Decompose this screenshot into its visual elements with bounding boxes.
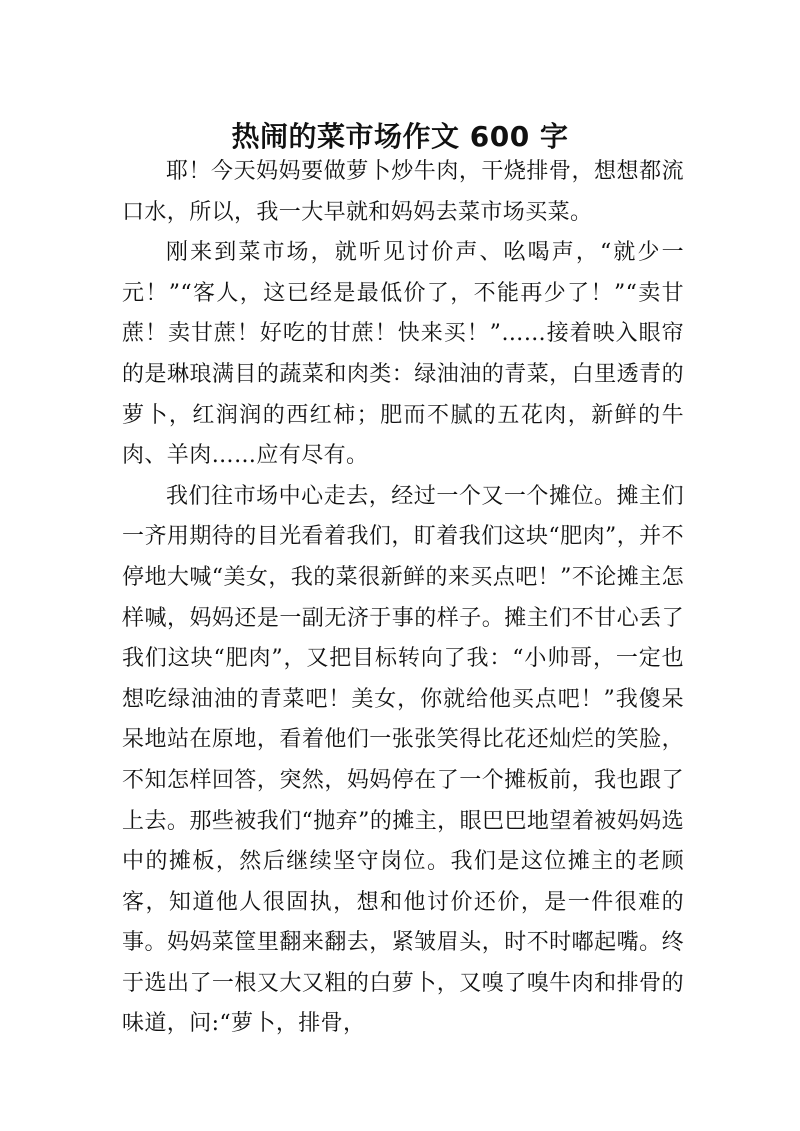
page-title: 热闹的菜市场作文 600 字 — [231, 119, 569, 153]
paragraph-1: 耶！今天妈妈要做萝卜炒牛肉，干烧排骨，想想都流口水，所以，我一大早就和妈妈去菜市场买菜。 — [122, 159, 684, 225]
essay-body — [122, 152, 684, 1045]
paragraph-3: 我们往市场中心走去，经过一个又一个摊位。摊主们一齐用期待的目光看着我们，盯着我们这块“肥肉”，并不停地大喊“美女，我的菜很新鲜的来买点吧！”不论摊主怎样喊，妈妈还是一副无济于事的样子。摊主们不甘心丢了我们这块“肥肉”，又把目标转向了我：“小帅哥，一定也想吃绿油油的青菜吧！美女，你就给他买点吧！”我傻呆呆地站在原地，看着他们一张张笑得比花还灿烂的笑脸，不知怎样回答，突然，妈妈停在了一个摊板前，我也跟了上去。那些被我们“抛弃”的摊主，眼巴巴地望着被妈妈选中的摊板，然后继续坚守岗位。我们是这位摊主的老顾客，知道他人很固执，想和他讨价还价，是一件很难的事。妈妈菜筐里翻来翻去，紧皱眉头，时不时嘟起嘴。终于选出了一根又大又粗的白萝卜，又嗅了嗅牛肉和排骨的味道，问:“萝卜，排骨， — [122, 483, 684, 1037]
paragraph-2: 刚来到菜市场，就听见讨价声、吆喝声，“就少一元！”“客人，这已经是最低价了，不能再少了！”“卖甘蔗！卖甘蔗！好吃的甘蔗！快来买！”……接着映入眼帘的是琳琅满目的蔬菜和肉类：绿油油的青菜，白里透青的萝卜，红润润的西红柿；肥而不腻的五花肉，新鲜的牛肉、羊肉……应有尽有。 — [122, 240, 684, 469]
